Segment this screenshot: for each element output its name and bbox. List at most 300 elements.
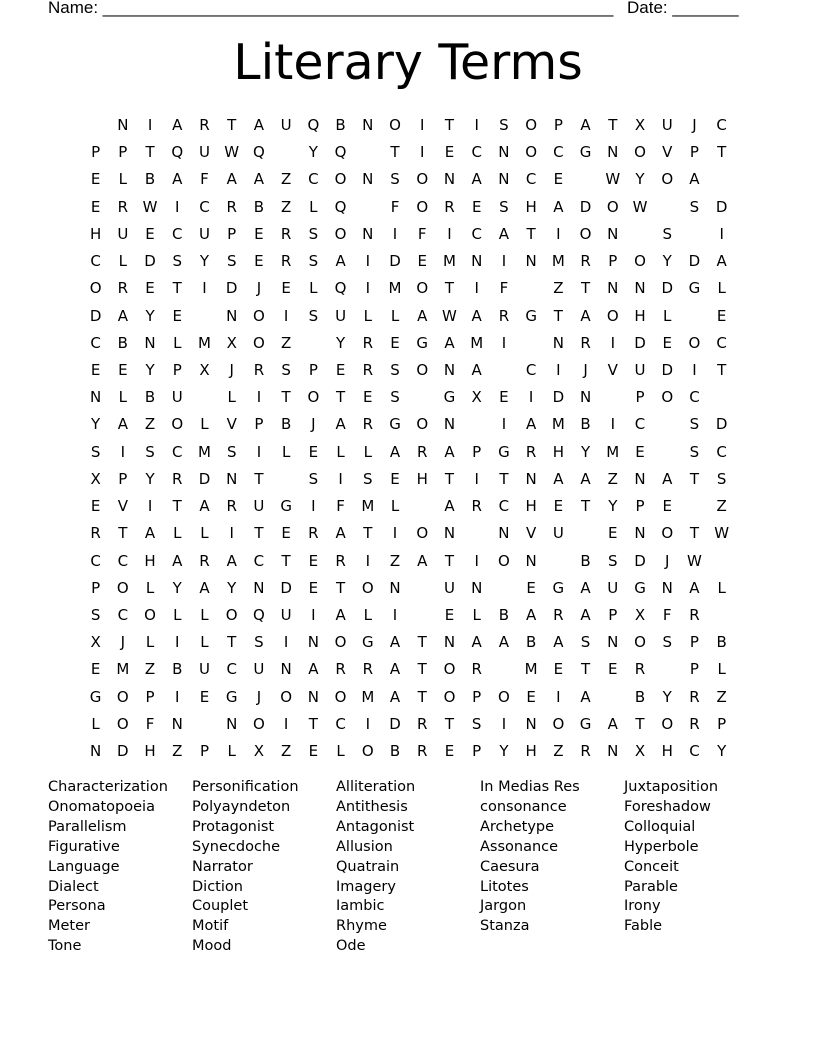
grid-row	[82, 494, 742, 521]
grid-letter: P	[254, 415, 264, 434]
grid-letter: M	[361, 687, 375, 706]
grid-letter: T	[145, 143, 155, 162]
grid-letter: I	[556, 224, 561, 243]
grid-letter: C	[498, 497, 510, 516]
grid-letter: E	[635, 442, 645, 461]
grid-letter: N	[226, 469, 238, 488]
grid-letter: P	[689, 633, 699, 652]
grid-letter: E	[145, 279, 155, 298]
grid-letter: B	[498, 605, 510, 624]
grid-letter: R	[634, 660, 646, 679]
grid-letter: L	[717, 660, 726, 679]
word-column	[480, 778, 620, 937]
grid-letter: Q	[334, 279, 347, 298]
word-list-item: Fable	[624, 918, 663, 935]
grid-letter: S	[226, 442, 237, 461]
grid-letter: G	[498, 442, 510, 461]
grid-letter: X	[634, 116, 646, 134]
grid-letter: I	[283, 633, 289, 652]
grid-letter: U	[171, 388, 183, 407]
grid-letter: E	[471, 197, 482, 216]
grid-letter: S	[662, 633, 672, 652]
grid-row	[82, 385, 742, 412]
grid-row	[82, 440, 742, 467]
grid-letter: M	[551, 252, 565, 271]
grid-letter: O	[416, 197, 429, 216]
grid-letter: A	[335, 252, 346, 271]
grid-letter: N	[443, 360, 456, 379]
grid-letter: H	[552, 442, 564, 461]
grid-letter: G	[579, 143, 592, 162]
grid-letter: T	[553, 306, 563, 325]
word-list-item: Stanza	[480, 918, 530, 935]
date-field: Date: _______	[627, 0, 739, 17]
grid-letter: J	[311, 415, 316, 434]
grid-letter: H	[525, 742, 537, 761]
word-list-item: Iambic	[336, 898, 385, 915]
grid-letter: G	[688, 279, 701, 298]
grid-letter: S	[90, 605, 101, 624]
grid-letter: R	[199, 116, 210, 134]
grid-letter: O	[116, 687, 129, 706]
grid-letter: U	[198, 224, 210, 243]
grid-letter: O	[144, 605, 156, 624]
grid-letter: L	[390, 497, 400, 516]
grid-letter: L	[363, 306, 372, 325]
grid-letter: J	[120, 633, 126, 652]
grid-letter: N	[89, 742, 102, 761]
grid-letter: E	[444, 605, 455, 624]
grid-letter: S	[390, 360, 400, 379]
grid-letter: N	[443, 524, 456, 543]
grid-letter: T	[335, 578, 346, 597]
grid-letter: L	[390, 306, 400, 325]
grid-letter: R	[417, 742, 428, 761]
grid-letter: E	[499, 388, 509, 407]
grid-letter: D	[280, 578, 292, 597]
grid-letter: R	[226, 497, 237, 516]
grid-letter: D	[117, 742, 129, 761]
grid-letter: Z	[172, 742, 183, 761]
grid-letter: P	[308, 360, 318, 379]
grid-letter: P	[145, 687, 155, 706]
grid-letter: N	[525, 252, 537, 271]
grid-letter: Y	[145, 360, 155, 379]
grid-letter: U	[280, 605, 292, 624]
grid-letter: L	[663, 306, 672, 325]
grid-letter: E	[553, 170, 564, 189]
grid-letter: I	[365, 252, 371, 271]
grid-letter: G	[416, 333, 429, 352]
word-list-item: Synecdoche	[192, 838, 281, 855]
grid-letter: N	[552, 333, 564, 352]
grid-letter: R	[417, 442, 428, 461]
grid-letter: N	[253, 578, 265, 597]
grid-letter: P	[91, 143, 101, 162]
grid-letter: N	[525, 551, 537, 570]
grid-letter: I	[175, 687, 180, 706]
word-column	[336, 778, 476, 957]
grid-letter: L	[173, 605, 182, 624]
grid-letter: N	[579, 388, 592, 407]
grid-letter: I	[311, 605, 316, 624]
grid-letter: S	[226, 252, 237, 271]
word-list-item: Protagonist	[192, 818, 275, 835]
grid-letter: A	[172, 116, 183, 134]
word-column	[192, 778, 332, 957]
grid-letter: A	[525, 415, 537, 434]
grid-letter: O	[225, 605, 238, 624]
grid-letter: E	[526, 578, 536, 597]
grid-letter: N	[362, 224, 374, 243]
grid-letter: W	[687, 551, 702, 570]
grid-letter: Z	[144, 660, 156, 679]
grid-letter: O	[416, 279, 429, 298]
grid-letter: A	[144, 524, 156, 543]
grid-letter: H	[525, 197, 537, 216]
grid-row	[82, 195, 742, 222]
grid-letter: V	[226, 415, 237, 434]
grid-letter: T	[635, 714, 645, 733]
grid-letter: I	[311, 497, 316, 516]
grid-letter: V	[662, 143, 673, 162]
grid-letter: C	[716, 116, 727, 134]
grid-letter: R	[471, 497, 482, 516]
grid-letter: Y	[145, 306, 155, 325]
word-list-item: Conceit	[624, 858, 679, 875]
grid-letter: S	[254, 633, 264, 652]
grid-letter: B	[716, 633, 727, 652]
grid-letter: R	[308, 524, 319, 543]
grid-letter: A	[444, 497, 455, 516]
grid-letter: P	[553, 116, 563, 134]
word-column	[48, 778, 188, 957]
grid-letter: C	[689, 742, 700, 761]
grid-letter: S	[608, 551, 618, 570]
grid-letter: C	[634, 415, 646, 434]
grid-letter: E	[254, 252, 264, 271]
word-list-item: Motif	[192, 918, 229, 935]
page-title: Literary Terms	[233, 34, 583, 91]
grid-letter: S	[716, 469, 727, 488]
grid-letter: L	[227, 742, 236, 761]
word-list-item: Archetype	[480, 818, 555, 835]
grid-letter: N	[525, 469, 537, 488]
grid-letter: Z	[281, 742, 292, 761]
grid-letter: M	[116, 660, 130, 679]
grid-letter: L	[200, 524, 209, 543]
grid-letter: N	[607, 279, 619, 298]
grid-letter: I	[692, 360, 697, 379]
grid-letter: J	[256, 687, 262, 706]
grid-letter: B	[525, 633, 537, 652]
grid-letter: N	[389, 578, 401, 597]
grid-letter: P	[635, 388, 645, 407]
word-list-item: Persona	[48, 898, 106, 915]
grid-letter: R	[362, 660, 374, 679]
grid-letter: S	[689, 197, 700, 216]
grid-letter: T	[390, 143, 400, 162]
grid-row	[82, 467, 742, 494]
grid-letter: N	[634, 469, 646, 488]
grid-letter: A	[308, 660, 319, 679]
grid-letter: I	[447, 224, 452, 243]
grid-letter: D	[552, 388, 565, 407]
grid-letter: J	[229, 360, 234, 379]
grid-letter: C	[117, 605, 129, 624]
grid-letter: N	[226, 714, 238, 733]
grid-letter: A	[172, 170, 183, 189]
grid-letter: R	[335, 660, 346, 679]
grid-row	[82, 167, 742, 194]
grid-letter: S	[689, 442, 700, 461]
grid-letter: R	[280, 252, 292, 271]
grid-letter: I	[365, 279, 371, 298]
grid-letter: U	[443, 578, 455, 597]
grid-letter: R	[253, 360, 265, 379]
word-list-item: Mood	[192, 938, 232, 955]
grid-letter: R	[117, 197, 129, 216]
grid-letter: I	[256, 388, 262, 407]
grid-letter: R	[172, 469, 183, 488]
grid-letter: G	[552, 578, 565, 597]
grid-letter: C	[471, 224, 482, 243]
grid-letter: A	[689, 578, 700, 597]
grid-letter: X	[90, 469, 101, 488]
grid-letter: B	[144, 388, 156, 407]
grid-letter: O	[661, 524, 674, 543]
grid-letter: S	[172, 252, 183, 271]
grid-letter: I	[283, 714, 289, 733]
grid-letter: I	[392, 524, 398, 543]
word-list-item: Parallelism	[48, 818, 127, 835]
grid-letter: Y	[172, 578, 182, 597]
grid-letter: I	[610, 333, 615, 352]
grid-letter: D	[198, 469, 211, 488]
grid-letter: P	[472, 742, 482, 761]
grid-letter: T	[689, 469, 700, 488]
grid-letter: T	[172, 497, 182, 516]
grid-letter: E	[308, 551, 319, 570]
grid-letter: N	[280, 660, 292, 679]
grid-letter: D	[688, 252, 701, 271]
grid-letter: N	[471, 578, 483, 597]
grid-letter: T	[118, 524, 128, 543]
grid-letter: S	[308, 306, 319, 325]
grid-letter: U	[335, 306, 347, 325]
grid-letter: E	[90, 197, 101, 216]
grid-letter: P	[472, 687, 482, 706]
word-list-item: Imagery	[336, 878, 396, 895]
grid-letter: C	[226, 660, 237, 679]
grid-letter: O	[334, 224, 347, 243]
grid-letter: D	[634, 551, 646, 570]
grid-letter: A	[607, 714, 618, 733]
grid-letter: L	[717, 279, 726, 298]
grid-letter: I	[392, 605, 398, 624]
grid-letter: L	[472, 605, 481, 624]
grid-letter: L	[145, 633, 155, 652]
grid-letter: Y	[635, 170, 645, 189]
grid-letter: Q	[334, 143, 347, 162]
word-list-item: Parable	[624, 878, 678, 895]
word-list-item: Irony	[624, 898, 661, 915]
grid-letter: A	[417, 306, 428, 325]
grid-letter: W	[714, 524, 730, 543]
grid-letter: I	[719, 224, 724, 243]
grid-letter: C	[172, 224, 183, 243]
grid-letter: U	[552, 524, 564, 543]
grid-letter: O	[579, 224, 592, 243]
grid-letter: P	[608, 252, 618, 271]
grid-letter: A	[580, 116, 591, 134]
grid-letter: O	[280, 687, 293, 706]
grid-letter: C	[471, 143, 482, 162]
grid-letter: T	[717, 143, 727, 162]
word-list-item: Juxtaposition	[624, 779, 719, 795]
grid-letter: X	[634, 742, 646, 761]
grid-letter: D	[715, 197, 728, 216]
grid-letter: A	[580, 687, 591, 706]
grid-letter: R	[199, 551, 210, 570]
grid-letter: P	[689, 143, 699, 162]
grid-letter: O	[334, 633, 347, 652]
grid-letter: E	[390, 469, 400, 488]
grid-letter: I	[175, 197, 180, 216]
grid-letter: L	[309, 279, 318, 298]
grid-letter: I	[501, 714, 507, 733]
grid-letter: V	[525, 524, 537, 543]
grid-letter: S	[580, 633, 591, 652]
grid-letter: N	[443, 633, 456, 652]
grid-letter: T	[281, 551, 291, 570]
grid-letter: U	[607, 578, 619, 597]
grid-letter: D	[661, 279, 673, 298]
grid-letter: T	[417, 660, 427, 679]
grid-row	[82, 521, 742, 548]
grid-letter: T	[172, 279, 182, 298]
grid-letter: S	[145, 442, 155, 461]
grid-letter: I	[610, 415, 615, 434]
grid-letter: A	[199, 497, 210, 516]
grid-letter: A	[716, 252, 727, 271]
grid-letter: I	[283, 306, 289, 325]
grid-letter: P	[689, 660, 699, 679]
grid-letter: I	[229, 524, 234, 543]
grid-letter: J	[665, 551, 670, 570]
grid-letter: Z	[716, 687, 727, 706]
grid-letter: B	[117, 333, 128, 352]
word-list-item: Meter	[48, 918, 90, 935]
grid-letter: S	[689, 415, 700, 434]
grid-letter: D	[634, 333, 646, 352]
grid-row	[82, 276, 742, 303]
grid-letter: L	[118, 170, 127, 189]
grid-letter: C	[253, 551, 265, 570]
grid-letter: G	[89, 687, 102, 706]
grid-letter: T	[363, 524, 373, 543]
grid-letter: Y	[199, 252, 210, 271]
grid-letter: O	[253, 333, 265, 352]
grid-letter: N	[634, 279, 646, 298]
grid-letter: A	[553, 633, 564, 652]
grid-letter: P	[717, 714, 727, 733]
grid-row	[82, 685, 742, 712]
grid-letter: P	[472, 442, 482, 461]
grid-row	[82, 549, 742, 576]
grid-letter: O	[307, 388, 320, 407]
word-list-item: Onomatopoeia	[48, 798, 155, 815]
grid-letter: Z	[716, 497, 727, 516]
grid-letter: T	[254, 469, 264, 488]
grid-letter: L	[227, 388, 236, 407]
grid-letter: I	[338, 469, 343, 488]
grid-letter: Y	[662, 687, 672, 706]
grid-letter: N	[661, 578, 673, 597]
word-list-item: Alliteration	[336, 779, 416, 795]
grid-letter: U	[634, 360, 646, 379]
grid-letter: E	[553, 660, 564, 679]
grid-letter: E	[444, 143, 455, 162]
grid-letter: Y	[608, 497, 618, 516]
grid-letter: N	[634, 524, 646, 543]
grid-letter: I	[120, 442, 126, 461]
grid-letter: A	[226, 170, 237, 189]
grid-letter: L	[336, 742, 345, 761]
grid-letter: R	[689, 714, 700, 733]
grid-letter: N	[307, 687, 319, 706]
grid-letter: M	[388, 279, 402, 298]
grid-letter: I	[420, 116, 425, 134]
grid-letter: E	[118, 360, 128, 379]
grid-letter: Z	[281, 333, 292, 352]
grid-letter: R	[580, 742, 591, 761]
grid-letter: I	[147, 497, 153, 516]
grid-letter: T	[254, 524, 264, 543]
grid-letter: O	[389, 116, 401, 134]
grid-letter: T	[580, 660, 591, 679]
grid-letter: P	[227, 224, 237, 243]
grid-letter: E	[363, 388, 373, 407]
grid-row	[82, 140, 742, 167]
grid-letter: O	[661, 714, 674, 733]
grid-letter: G	[525, 306, 537, 325]
grid-letter: E	[662, 497, 672, 516]
grid-letter: D	[579, 197, 592, 216]
grid-letter: N	[171, 714, 183, 733]
grid-letter: T	[580, 279, 591, 298]
grid-letter: N	[443, 415, 456, 434]
grid-letter: U	[117, 224, 129, 243]
grid-letter: O	[416, 170, 429, 189]
grid-letter: I	[474, 279, 479, 298]
grid-letter: A	[389, 442, 401, 461]
grid-letter: B	[253, 197, 265, 216]
grid-letter: E	[716, 306, 727, 325]
grid-letter: A	[253, 170, 265, 189]
grid-letter: A	[525, 605, 537, 624]
grid-letter: H	[144, 742, 156, 761]
grid-letter: L	[173, 333, 182, 352]
word-list-item: Antagonist	[336, 818, 415, 835]
grid-letter: Y	[227, 578, 237, 597]
grid-letter: I	[365, 714, 371, 733]
grid-letter: X	[226, 333, 237, 352]
grid-letter: I	[501, 415, 507, 434]
grid-letter: B	[172, 660, 183, 679]
word-list-item: Dialect	[48, 878, 99, 895]
word-list-item: Hyperbole	[624, 838, 699, 855]
